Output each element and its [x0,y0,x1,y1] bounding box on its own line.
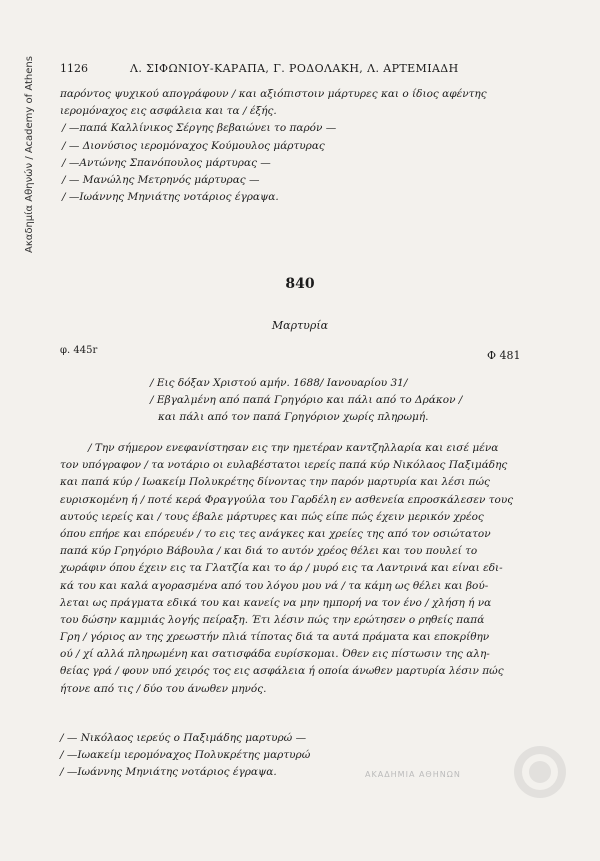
signature-line: / — Διονύσιος ιερομόναχος Κούμουλος μάρτυρας [62,139,325,152]
body-line: του δώσην καμμιάς λογής πείραξη. Έτι λέσιν πώς την ερώτησεν ο ρηθείς παπά [60,613,485,626]
signature-line: / — Νικόλαος ιερεύς ο Παξιμάδης μαρτυρώ — [60,732,307,744]
signature-line: / — Μανώλης Μετρηνός μάρτυρας — [62,173,260,186]
body-line: θείας γρά / φουν υπό χειρός τος εις ασφάλεια ή οποία άνωθεν μαρτυρία λέσιν πώς [60,665,504,678]
body-line: ευρισκομένη ή / ποτέ κερά Φραγγούλα του Γαρδέλη εν ασθενεία επροσκάλεσεν τους [60,493,514,506]
page-number: 1126 [60,62,88,75]
signature-line: / —Αντώνης Σπανόπουλος μάρτυρας — [62,156,271,169]
previous-document-ending [60,86,555,206]
watermark-text: ΑΚΑΔΗΜΙΑ ΑΘΗΝΩΝ [365,770,461,779]
running-head-authors: Λ. ΣΙΦΩΝΙΟΥ-ΚΑΡΑΠΑ, Γ. ΡΟΔΟΛΑΚΗ, Λ. ΑΡΤΕΜΙΑΔΗ [130,62,459,75]
document-body [60,440,555,698]
text-line: παρόντος ψυχικού απογράφουν / και αξιόπιστοιν μάρτυρες και ο ίδιος αφέντης [60,88,487,100]
body-line: Γρη / γόριος αν της χρεωστήν πλιά τίποτας διά τα αυτά πράματα και εποκρίθην [60,631,490,644]
body-line: ήτονε από τις / δύο του άνωθεν μηνός. [60,682,267,695]
folio-reference: φ. 445r [60,345,98,356]
body-line: / Την σήμερον ενεφανίστησαν εις την ημετέραν καντζηλλαρία και εισέ μένα [88,442,499,454]
signature-line: / —παπά Καλλίνικος Σέργης βεβαιώνει το παρόν — [62,122,337,135]
page-header [60,62,560,78]
document-heading [150,375,550,426]
body-line: χωράφιν όπου έχειν εις τα Γλατζία και το άρ / μυρό εις τα Λαντρινά και είναι εδι- [60,562,503,575]
signature-line: / —Ιωάννης Μηνιάτης νοτάριος έγραψα. [60,766,277,779]
document-title: Μαρτυρία [271,319,329,332]
body-line: αυτούς ιερείς και / τους έβαλε μάρτυρες και πώς είπε πώς έχειν μερικόν χρέος [60,510,484,523]
body-line: τον υπόγραφον / τα νοτάριο οι ευλαβέστατοι ιερείς παπά κύρ Νικόλαος Παξιμάδης [60,459,508,472]
body-line: ού / χί αλλά πληρωμένη και σατισφάδα ευρίσκομαι. Όθεν εις πίστωσιν της αλη- [60,648,490,661]
archive-reference: Φ 481 [487,349,521,362]
heading-line: / Εβγαλμένη από παπά Γρηγόριο και πάλι από το Δράκον / [150,394,463,406]
body-line: κά του και καλά αγορασμένα από του λόγου μου νά / τα κάμη ως θέλει και βού- [60,579,489,592]
side-label: Ακαδημία Αθηνών / Academy of Athens [24,56,35,254]
signature-line: / —Ιωακείμ ιερομόναχος Πολυκρέτης μαρτυρώ [60,749,311,762]
body-line: και παπά κύρ / Ιωακείμ Πολυκρέτης δίνοντας την παρόν μαρτυρία και λέσι πώς [60,476,490,489]
academy-watermark-icon [445,742,575,802]
signature-line: / —Ιωάννης Μηνιάτης νοτάριος έγραψα. [62,191,279,204]
heading-line: / Εις δόξαν Χριστού αμήν. 1688/ Ιανουαρίου 31/ [150,377,408,389]
body-line: λεται ως πράγματα εδικά του και κανείς να μην ημπορή να τον ένο / χλήση ή να [60,596,492,609]
heading-line: και πάλι από τον παπά Γρηγόριον χωρίς πληρωμή. [158,411,429,423]
document-number: 840 [285,276,315,292]
body-line: παπά κύρ Γρηγόριο Βάβουλα / και διά το αυτόν χρέος θέλει και του πουλεί το [60,545,478,558]
body-line: όπου επήρε και επόρευέν / το εις τες ανάγκες και χρείες της από τον οσιώτατον [60,527,491,540]
text-line: ιερομόναχος εις ασφάλεια και τα / έξής. [60,105,277,118]
